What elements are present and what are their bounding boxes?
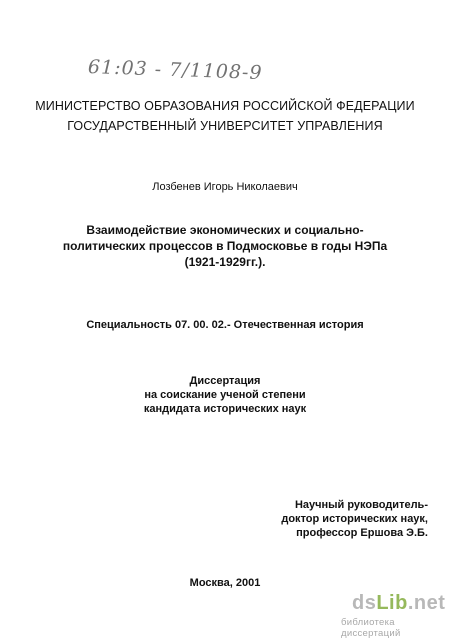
degree-line: кандидата исторических наук bbox=[143, 403, 307, 415]
supervisor-line: профессор Ершова Э.Б. bbox=[296, 527, 428, 539]
dissertation-title bbox=[0, 222, 450, 270]
handwritten-registration-number: 61:03 - 7/1108-9 bbox=[87, 56, 263, 85]
title-line: политических процессов в Подмосковье в годы НЭПа bbox=[62, 239, 388, 253]
ministry-line: МИНИСТЕРСТВО ОБРАЗОВАНИЯ РОССИЙСКОЙ ФЕДЕРАЦИИ bbox=[35, 99, 415, 113]
supervisor-block bbox=[268, 498, 428, 540]
title-line: Взаимодействие экономических и социально- bbox=[86, 223, 364, 237]
watermark-caption: библиотека диссертаций bbox=[341, 617, 401, 639]
university-line: ГОСУДАРСТВЕННЫЙ УНИВЕРСИТЕТ УПРАВЛЕНИЯ bbox=[67, 119, 383, 133]
degree-line: на соискание ученой степени bbox=[144, 389, 306, 401]
logo-part: ds bbox=[352, 592, 377, 614]
supervisor-line: доктор исторических наук, bbox=[281, 513, 428, 525]
logo-part: .net bbox=[407, 592, 446, 614]
supervisor-line: Научный руководитель- bbox=[294, 499, 428, 511]
city-year: Москва, 2001 bbox=[189, 577, 261, 589]
title-line: (1921-1929гг.). bbox=[184, 255, 266, 269]
degree-block bbox=[0, 374, 450, 416]
author-name: Лозбенев Игорь Николаевич bbox=[152, 181, 298, 193]
dslib-watermark-logo[interactable] bbox=[352, 592, 445, 615]
degree-line: Диссертация bbox=[189, 375, 261, 387]
specialty-line: Специальность 07. 00. 02.- Отечественная история bbox=[86, 319, 364, 331]
logo-part-accent: Lib bbox=[376, 592, 408, 614]
ministry-header bbox=[0, 96, 450, 136]
